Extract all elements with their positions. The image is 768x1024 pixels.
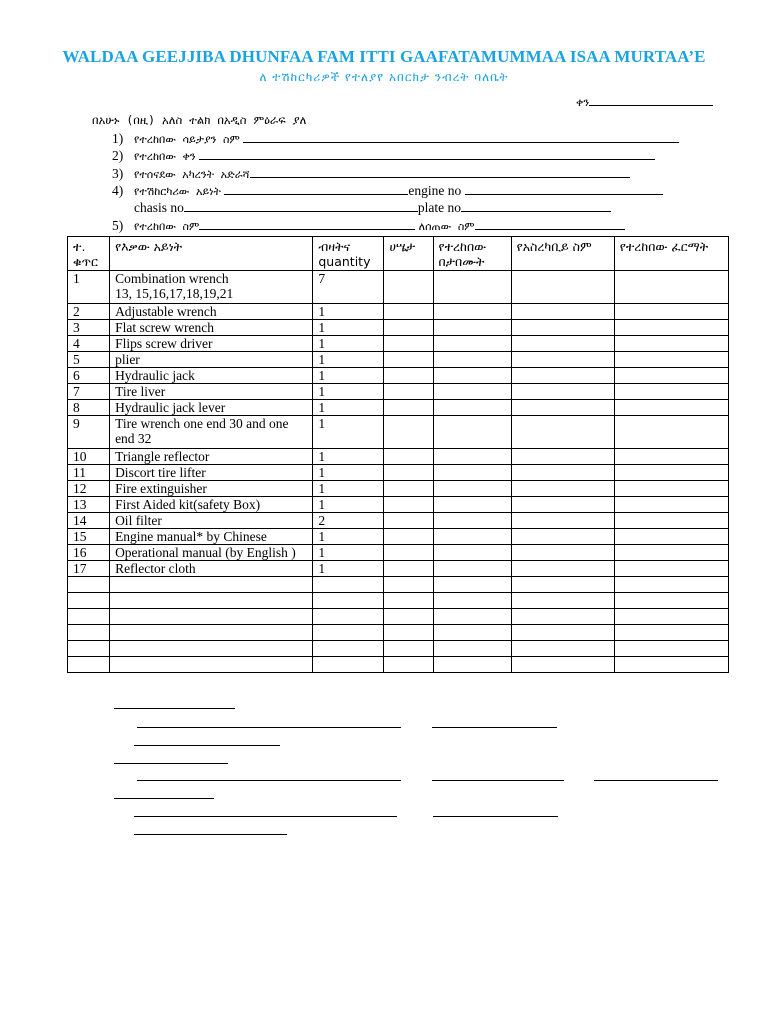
table-row <box>68 625 729 641</box>
receiver-signature-cell[interactable] <box>614 497 728 513</box>
condition-cell[interactable] <box>433 320 511 336</box>
item-description: Oil filter <box>110 513 313 529</box>
remark-cell[interactable] <box>384 641 433 657</box>
intro-text: በአሁኑ (በዚ) አለስ ተልክ በአዲስ ምዕራፍ ያለ <box>92 113 307 127</box>
row-number: 15 <box>68 529 110 545</box>
receiver-signature-cell[interactable] <box>614 625 728 641</box>
row-number <box>68 593 110 609</box>
row-number: 6 <box>68 368 110 384</box>
item-description: Combination wrench 13, 15,16,17,18,19,21 <box>110 271 313 304</box>
condition-cell[interactable] <box>433 609 511 625</box>
remark-cell[interactable] <box>384 400 433 416</box>
receiver-signature-cell[interactable] <box>614 400 728 416</box>
table-row <box>68 336 729 352</box>
item-description: Triangle reflector <box>110 449 313 465</box>
table-row <box>68 529 729 545</box>
receiver-signature-cell[interactable] <box>614 336 728 352</box>
item-quantity <box>313 609 384 625</box>
item-quantity: 1 <box>313 384 384 400</box>
condition-cell[interactable] <box>433 384 511 400</box>
table-row <box>68 609 729 625</box>
row-number: 2 <box>68 304 110 320</box>
item-quantity: 1 <box>313 416 384 449</box>
item-quantity: 1 <box>313 545 384 561</box>
table-row <box>68 416 729 449</box>
item-description: Hydraulic jack lever <box>110 400 313 416</box>
row-number: 5 <box>68 352 110 368</box>
remark-cell[interactable] <box>384 449 433 465</box>
remark-cell[interactable] <box>384 529 433 545</box>
handover-signature-cell[interactable] <box>511 481 614 497</box>
condition-cell[interactable] <box>433 465 511 481</box>
item-description: Discort tire lifter <box>110 465 313 481</box>
condition-cell[interactable] <box>433 352 511 368</box>
signature-line[interactable] <box>134 815 397 817</box>
item-description <box>110 577 313 593</box>
item-description: First Aided kit(safety Box) <box>110 497 313 513</box>
item-quantity: 1 <box>313 304 384 320</box>
remark-cell[interactable] <box>384 513 433 529</box>
table-row <box>68 368 729 384</box>
remark-cell[interactable] <box>384 465 433 481</box>
remark-cell[interactable] <box>384 625 433 641</box>
receiver-signature-cell[interactable] <box>614 352 728 368</box>
handover-signature-cell[interactable] <box>511 320 614 336</box>
condition-cell[interactable] <box>433 304 511 320</box>
condition-cell[interactable] <box>433 545 511 561</box>
item-description: Reflector cloth <box>110 561 313 577</box>
receiver-signature-cell[interactable] <box>614 481 728 497</box>
item-description: plier <box>110 352 313 368</box>
receiver-signature-cell[interactable] <box>614 561 728 577</box>
item-description: Flips screw driver <box>110 336 313 352</box>
item-description <box>110 657 313 673</box>
signature-line[interactable] <box>134 833 287 835</box>
signature-line[interactable] <box>137 726 401 728</box>
date-field[interactable] <box>576 93 713 110</box>
handover-signature-cell[interactable] <box>511 304 614 320</box>
row-number: 10 <box>68 449 110 465</box>
row-number: 16 <box>68 545 110 561</box>
item-description: Tire liver <box>110 384 313 400</box>
receiver-signature-cell[interactable] <box>614 465 728 481</box>
item-description: Operational manual (by English ) <box>110 545 313 561</box>
item-quantity: 1 <box>313 497 384 513</box>
signature-line[interactable] <box>432 779 564 781</box>
condition-cell[interactable] <box>433 416 511 449</box>
condition-cell[interactable] <box>433 271 511 304</box>
table-row <box>68 320 729 336</box>
handover-signature-cell[interactable] <box>511 271 614 304</box>
receiver-signature-cell[interactable] <box>614 593 728 609</box>
col-header: የእቃው አይነት <box>110 237 313 271</box>
receiver-signature-cell[interactable] <box>614 368 728 384</box>
handover-signature-cell[interactable] <box>511 352 614 368</box>
condition-cell[interactable] <box>433 561 511 577</box>
item-description <box>110 609 313 625</box>
item-quantity: 1 <box>313 352 384 368</box>
signature-line[interactable] <box>134 744 280 746</box>
field-5[interactable]: 5) የተረከበው ስም ለሰጠው ስም <box>112 217 625 234</box>
field-4-chasis[interactable] <box>134 199 611 216</box>
row-number: 4 <box>68 336 110 352</box>
document-subtitle: ለ ተሽከርካሪዎች የተለያየ አበርክታ ንብረት ባለቤት <box>259 70 509 84</box>
table-row <box>68 641 729 657</box>
field-4-label: የተሽከርካሪው አይነት <box>134 185 221 198</box>
col-header: የአስረካቢይ ስም <box>511 237 614 271</box>
handover-signature-cell[interactable] <box>511 577 614 593</box>
engine-no-label: engine no <box>408 183 462 198</box>
item-description: Hydraulic jack <box>110 368 313 384</box>
receiver-signature-cell[interactable] <box>614 416 728 449</box>
handover-signature-cell[interactable] <box>511 336 614 352</box>
item-quantity <box>313 641 384 657</box>
row-number: 7 <box>68 384 110 400</box>
receiver-signature-cell[interactable] <box>614 609 728 625</box>
item-description: Tire wrench one end 30 and one end 32 <box>110 416 313 449</box>
row-number: 17 <box>68 561 110 577</box>
receiver-signature-cell[interactable] <box>614 657 728 673</box>
item-quantity: 1 <box>313 400 384 416</box>
field-2[interactable]: 2) የተረከበው ቀን <box>112 147 655 164</box>
table-row <box>68 545 729 561</box>
receiver-signature-cell[interactable] <box>614 449 728 465</box>
receiver-signature-cell[interactable] <box>614 641 728 657</box>
handover-signature-cell[interactable] <box>511 497 614 513</box>
item-quantity: 1 <box>313 336 384 352</box>
handover-signature-cell[interactable] <box>511 625 614 641</box>
row-number: 12 <box>68 481 110 497</box>
item-quantity: 1 <box>313 320 384 336</box>
condition-cell[interactable] <box>433 593 511 609</box>
item-quantity: 1 <box>313 561 384 577</box>
condition-cell[interactable] <box>433 625 511 641</box>
condition-cell[interactable] <box>433 641 511 657</box>
receiver-signature-cell[interactable] <box>614 304 728 320</box>
handover-signature-cell[interactable] <box>511 400 614 416</box>
condition-cell[interactable] <box>433 368 511 384</box>
field-5-label-2: ለሰጠው ስም <box>418 220 475 233</box>
remark-cell[interactable] <box>384 577 433 593</box>
remark-cell[interactable] <box>384 416 433 449</box>
remark-cell[interactable] <box>384 336 433 352</box>
condition-cell[interactable] <box>433 529 511 545</box>
receiver-signature-cell[interactable] <box>614 384 728 400</box>
item-description: Flat screw wrench <box>110 320 313 336</box>
signature-line[interactable] <box>433 815 558 817</box>
item-description: Fire extinguisher <box>110 481 313 497</box>
row-number: 14 <box>68 513 110 529</box>
remark-cell[interactable] <box>384 561 433 577</box>
table-row <box>68 400 729 416</box>
col-header: ሀሤታ <box>384 237 433 271</box>
handover-signature-cell[interactable] <box>511 384 614 400</box>
remark-cell[interactable] <box>384 481 433 497</box>
receiver-signature-cell[interactable] <box>614 513 728 529</box>
remark-cell[interactable] <box>384 368 433 384</box>
receiver-signature-cell[interactable] <box>614 271 728 304</box>
condition-cell[interactable] <box>433 449 511 465</box>
table-row <box>68 352 729 368</box>
item-quantity: 1 <box>313 368 384 384</box>
signature-line[interactable] <box>114 762 228 764</box>
item-quantity <box>313 625 384 641</box>
signature-line[interactable] <box>114 797 214 799</box>
chasis-no-label: chasis no <box>134 200 184 215</box>
handover-signature-cell[interactable] <box>511 368 614 384</box>
handover-signature-cell[interactable] <box>511 561 614 577</box>
table-header-row <box>68 237 729 271</box>
condition-cell[interactable] <box>433 657 511 673</box>
signature-line[interactable] <box>432 726 557 728</box>
condition-cell[interactable] <box>433 481 511 497</box>
handover-signature-cell[interactable] <box>511 513 614 529</box>
field-3[interactable]: 3) የተሰናደው አካረንት አድራሻ <box>112 165 630 182</box>
plate-no-label: plate no <box>417 200 461 215</box>
receiver-signature-cell[interactable] <box>614 320 728 336</box>
receiver-signature-cell[interactable] <box>614 529 728 545</box>
condition-cell[interactable] <box>433 497 511 513</box>
handover-signature-cell[interactable] <box>511 609 614 625</box>
item-description: Engine manual* by Chinese <box>110 529 313 545</box>
document-title: WALDAA GEEJJIBA DHUNFAA FAM ITTI GAAFATAMUMMAA ISAA MURTAA’E <box>62 47 706 66</box>
handover-signature-cell[interactable] <box>511 545 614 561</box>
col-header: ብዛትና quantity <box>313 237 384 271</box>
table-row <box>68 657 729 673</box>
field-3-label: የተሰናደው አካረንት አድራሻ <box>134 168 250 181</box>
handover-signature-cell[interactable] <box>511 529 614 545</box>
date-label: ቀን <box>576 96 590 109</box>
row-number: 13 <box>68 497 110 513</box>
row-number <box>68 609 110 625</box>
item-description <box>110 593 313 609</box>
field-1[interactable]: 1) የተረከበው ሳይታያን ስም <box>112 130 679 147</box>
condition-cell[interactable] <box>433 577 511 593</box>
items-table <box>67 236 729 673</box>
row-number: 9 <box>68 416 110 449</box>
remark-cell[interactable] <box>384 609 433 625</box>
table-row <box>68 481 729 497</box>
item-description <box>110 625 313 641</box>
field-2-label: የተረከበው ቀን <box>134 150 196 163</box>
remark-cell[interactable] <box>384 384 433 400</box>
table-row <box>68 465 729 481</box>
table-row <box>68 271 729 304</box>
remark-cell[interactable] <box>384 657 433 673</box>
remark-cell[interactable] <box>384 320 433 336</box>
handover-signature-cell[interactable] <box>511 657 614 673</box>
table-row <box>68 497 729 513</box>
item-quantity: 2 <box>313 513 384 529</box>
handover-signature-cell[interactable] <box>511 449 614 465</box>
handover-signature-cell[interactable] <box>511 465 614 481</box>
item-quantity: 1 <box>313 529 384 545</box>
remark-cell[interactable] <box>384 352 433 368</box>
table-row <box>68 304 729 320</box>
receiver-signature-cell[interactable] <box>614 577 728 593</box>
table-row <box>68 384 729 400</box>
field-1-label: የተረከበው ሳይታያን ስም <box>134 133 240 146</box>
remark-cell[interactable] <box>384 593 433 609</box>
remark-cell[interactable] <box>384 545 433 561</box>
item-quantity: 1 <box>313 481 384 497</box>
table-row <box>68 561 729 577</box>
col-header: ተ. ቁጥር <box>68 237 110 271</box>
item-description: Adjustable wrench <box>110 304 313 320</box>
signature-line[interactable] <box>114 707 235 709</box>
signature-line[interactable] <box>594 779 718 781</box>
condition-cell[interactable] <box>433 336 511 352</box>
remark-cell[interactable] <box>384 304 433 320</box>
row-number: 3 <box>68 320 110 336</box>
handover-signature-cell[interactable] <box>511 416 614 449</box>
remark-cell[interactable] <box>384 271 433 304</box>
row-number <box>68 577 110 593</box>
row-number <box>68 625 110 641</box>
col-header: የተረከበው በታበሙት <box>433 237 511 271</box>
item-quantity: 1 <box>313 465 384 481</box>
item-quantity: 1 <box>313 449 384 465</box>
row-number: 1 <box>68 271 110 304</box>
field-5-label: የተረከበው ስም <box>134 220 200 233</box>
field-4[interactable]: 4) የተሽከርካሪው አይነት engine no <box>112 182 663 199</box>
condition-cell[interactable] <box>433 400 511 416</box>
row-number <box>68 657 110 673</box>
signature-line[interactable] <box>137 779 401 781</box>
handover-signature-cell[interactable] <box>511 593 614 609</box>
table-row <box>68 513 729 529</box>
table-row <box>68 577 729 593</box>
condition-cell[interactable] <box>433 513 511 529</box>
item-description <box>110 641 313 657</box>
table-row <box>68 449 729 465</box>
col-header: የተረከበው ፈርማት <box>614 237 728 271</box>
row-number: 8 <box>68 400 110 416</box>
remark-cell[interactable] <box>384 497 433 513</box>
item-quantity <box>313 577 384 593</box>
item-quantity <box>313 593 384 609</box>
item-quantity <box>313 657 384 673</box>
row-number: 11 <box>68 465 110 481</box>
table-row <box>68 593 729 609</box>
receiver-signature-cell[interactable] <box>614 545 728 561</box>
item-quantity: 7 <box>313 271 384 304</box>
row-number <box>68 641 110 657</box>
handover-signature-cell[interactable] <box>511 641 614 657</box>
